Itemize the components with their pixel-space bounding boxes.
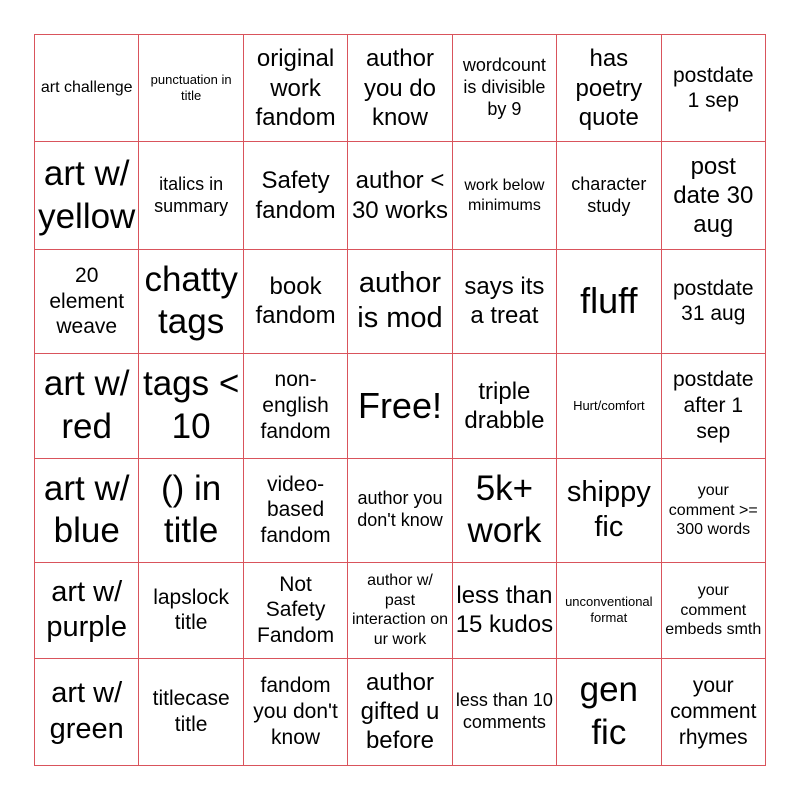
bingo-cell[interactable]	[452, 458, 556, 562]
bingo-cell[interactable]	[243, 354, 347, 458]
bingo-cell-label: original work fandom	[255, 45, 336, 131]
bingo-cell-label: art w/ yellow	[38, 153, 136, 236]
bingo-cell-label: italics in summary	[154, 173, 229, 216]
bingo-cell[interactable]	[35, 658, 139, 765]
bingo-cell-label: titlecase title	[152, 687, 230, 736]
bingo-cell[interactable]	[348, 562, 452, 658]
bingo-row	[35, 658, 766, 765]
bingo-cell[interactable]	[35, 249, 139, 353]
bingo-cell-label: lapslock title	[153, 585, 230, 635]
bingo-cell[interactable]	[661, 35, 765, 142]
bingo-cell-label: unconventional format	[565, 594, 653, 626]
bingo-cell-label: art w/ green	[49, 677, 124, 745]
bingo-row	[35, 35, 766, 142]
bingo-cell-label: video-based fandom	[260, 472, 331, 548]
bingo-cell-label: fandom you don't know	[253, 674, 338, 749]
bingo-cell[interactable]	[557, 658, 661, 765]
bingo-row	[35, 562, 766, 658]
bingo-board-body	[35, 35, 766, 766]
bingo-cell-label: your comment >= 300 words	[668, 482, 758, 539]
bingo-row	[35, 354, 766, 458]
bingo-cell[interactable]	[661, 658, 765, 765]
bingo-cell-label: author < 30 works	[351, 167, 448, 224]
bingo-cell[interactable]	[139, 354, 243, 458]
bingo-cell[interactable]	[139, 142, 243, 249]
bingo-cell-label: fluff	[580, 280, 638, 322]
bingo-board	[34, 34, 766, 766]
bingo-cell[interactable]	[452, 142, 556, 249]
bingo-cell[interactable]	[452, 354, 556, 458]
bingo-cell[interactable]	[139, 658, 243, 765]
bingo-cell-label: 5k+ work	[467, 468, 542, 551]
bingo-cell-label: has poetry quote	[575, 45, 643, 131]
bingo-cell[interactable]	[348, 35, 452, 142]
bingo-cell[interactable]	[35, 354, 139, 458]
bingo-cell[interactable]	[661, 458, 765, 562]
bingo-cell-label: less than 10 comments	[455, 689, 553, 732]
bingo-cell[interactable]	[243, 249, 347, 353]
bingo-cell[interactable]	[243, 458, 347, 562]
bingo-row	[35, 458, 766, 562]
bingo-cell-label: post date 30 aug	[673, 152, 754, 239]
bingo-row	[35, 142, 766, 249]
bingo-cell[interactable]	[35, 562, 139, 658]
bingo-cell-label: triple drabble	[464, 377, 545, 434]
bingo-cell[interactable]	[557, 35, 661, 142]
bingo-cell-label: author w/ past interaction on ur work	[351, 572, 448, 648]
bingo-cell-label: your comment rhymes	[670, 674, 757, 749]
bingo-cell[interactable]	[557, 354, 661, 458]
bingo-cell-label: shippy fic	[566, 475, 651, 544]
bingo-cell[interactable]	[243, 562, 347, 658]
bingo-cell[interactable]	[139, 458, 243, 562]
bingo-cell-label: art w/ red	[43, 364, 130, 446]
bingo-cell-label: gen fic	[579, 670, 639, 752]
bingo-cell[interactable]	[661, 562, 765, 658]
bingo-cell[interactable]	[348, 142, 452, 249]
bingo-cell[interactable]	[35, 458, 139, 562]
bingo-cell[interactable]	[557, 142, 661, 249]
bingo-cell-label: art w/ purple	[46, 575, 128, 644]
bingo-cell[interactable]	[452, 658, 556, 765]
bingo-cell-label: art challenge	[40, 79, 133, 97]
bingo-cell[interactable]	[557, 562, 661, 658]
bingo-cell[interactable]	[661, 142, 765, 249]
bingo-cell-label: postdate 1 sep	[672, 63, 754, 113]
bingo-cell-label: non-english fandom	[260, 368, 331, 443]
bingo-cell-label: character study	[571, 173, 647, 216]
bingo-cell[interactable]	[35, 142, 139, 249]
bingo-cell[interactable]	[348, 249, 452, 353]
bingo-cell-label: postdate after 1 sep	[672, 368, 754, 443]
bingo-cell[interactable]	[243, 35, 347, 142]
bingo-cell-label: Hurt/comfort	[573, 397, 645, 413]
bingo-cell-label: tags < 10	[142, 364, 240, 446]
bingo-cell[interactable]	[557, 249, 661, 353]
bingo-cell[interactable]	[348, 658, 452, 765]
bingo-cell-label: Safety fandom	[255, 167, 336, 224]
bingo-cell-label: postdate 31 aug	[672, 276, 754, 326]
bingo-cell-label: says its a treat	[464, 273, 545, 330]
bingo-cell[interactable]	[661, 354, 765, 458]
bingo-cell-label: book fandom	[255, 273, 336, 330]
bingo-cell-label: wordcount is divisible by 9	[462, 55, 546, 120]
bingo-cell[interactable]	[139, 249, 243, 353]
bingo-cell-label: work below minimums	[464, 177, 545, 214]
bingo-cell-label: Free!	[357, 384, 442, 426]
bingo-cell[interactable]	[243, 658, 347, 765]
bingo-cell-label: art w/ blue	[43, 468, 130, 551]
bingo-cell-label: () in title	[160, 468, 222, 551]
bingo-cell-label: Not Safety Fandom	[257, 572, 335, 648]
bingo-cell[interactable]	[35, 35, 139, 142]
bingo-cell[interactable]	[452, 249, 556, 353]
bingo-cell-label: chatty tags	[144, 259, 238, 342]
bingo-cell[interactable]	[139, 35, 243, 142]
bingo-cell-label: author gifted u before	[360, 668, 440, 755]
bingo-cell-label: 20 element weave	[49, 264, 125, 339]
bingo-cell-label: author you don't know	[357, 488, 443, 531]
bingo-cell-label: author you do know	[363, 45, 436, 131]
bingo-cell[interactable]	[348, 458, 452, 562]
bingo-cell[interactable]	[557, 458, 661, 562]
bingo-cell-label: punctuation in title	[150, 72, 232, 104]
bingo-cell[interactable]	[661, 249, 765, 353]
bingo-cell[interactable]	[243, 142, 347, 249]
bingo-cell[interactable]	[452, 35, 556, 142]
bingo-cell-label: your comment embeds smth	[665, 582, 762, 639]
bingo-cell[interactable]	[348, 354, 452, 458]
bingo-cell-label: less than 15 kudos	[455, 582, 554, 639]
bingo-cell[interactable]	[452, 562, 556, 658]
bingo-cell[interactable]	[139, 562, 243, 658]
bingo-row	[35, 249, 766, 353]
bingo-cell-label: author is mod	[357, 267, 443, 335]
